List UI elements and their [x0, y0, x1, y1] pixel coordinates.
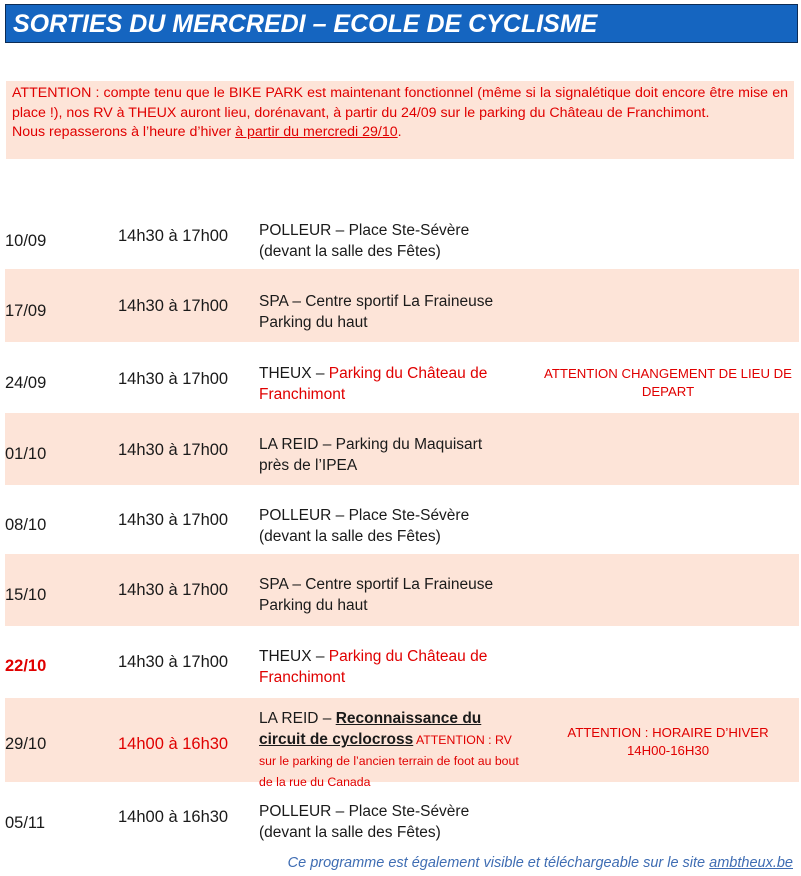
- schedule-row: [5, 413, 799, 485]
- place-prefix: THEUX –: [259, 365, 329, 382]
- row-time: 14h30 à 17h00: [118, 511, 229, 529]
- place-rv-note: ATTENTION : RV sur le parking de l’ancien terrain de foot au bout de la rue du Canada: [259, 733, 519, 789]
- place-line-2: Parking du haut: [259, 314, 368, 331]
- row-place: [259, 291, 539, 333]
- place-line-1: POLLEUR – Place Ste-Sévère: [259, 222, 470, 239]
- schedule-row: [5, 342, 799, 413]
- row-date: 05/11: [5, 814, 46, 832]
- place-highlight: Parking du Château de Franchimont: [259, 365, 488, 403]
- row-time: 14h00 à 16h30: [118, 808, 229, 826]
- attention-notice: [6, 81, 794, 159]
- row-place: [259, 801, 539, 843]
- row-note: [537, 724, 799, 760]
- place-line-2: (devant la salle des Fêtes): [259, 243, 441, 260]
- place-line-2: (devant la salle des Fêtes): [259, 528, 441, 545]
- notice-line-2-prefix: Nous repasserons à l’heure d’hiver: [12, 124, 236, 141]
- row-time: 14h30 à 17h00: [118, 297, 229, 315]
- place-line-1: LA REID – Parking du Maquisart: [259, 436, 483, 453]
- row-note: ATTENTION CHANGEMENT DE LIEU DE DEPART: [544, 366, 792, 399]
- schedule-row: [5, 626, 799, 698]
- place-line-1: POLLEUR – Place Ste-Sévère: [259, 507, 470, 524]
- row-time: 14h30 à 17h00: [118, 581, 229, 599]
- row-place: [259, 708, 527, 792]
- row-date: 17/09: [5, 302, 47, 320]
- row-time: 14h30 à 17h00: [118, 653, 229, 671]
- page-title: SORTIES DU MERCREDI – ECOLE DE CYCLISME: [13, 10, 598, 38]
- schedule-row: [5, 269, 799, 342]
- footer-note: [288, 855, 793, 871]
- row-place: [259, 434, 539, 476]
- place-highlight: Parking du Château de Franchimont: [259, 648, 488, 686]
- place-line-1: POLLEUR – Place Ste-Sévère: [259, 803, 470, 820]
- schedule-row: [5, 554, 799, 626]
- notice-line-2: [12, 123, 788, 143]
- place-underlined: Reconnaissance du circuit de cyclocross: [259, 710, 482, 748]
- place-prefix: LA REID –: [259, 710, 336, 727]
- row-time: 14h30 à 17h00: [118, 370, 229, 388]
- place-line-2: près de l’IPEA: [259, 457, 358, 474]
- row-date: 08/10: [5, 516, 47, 534]
- place-prefix: THEUX –: [259, 648, 329, 665]
- footer-text: Ce programme est également visible et téléchargeable sur le site: [287, 855, 710, 871]
- row-date: 29/10: [5, 735, 47, 753]
- notice-winter-date: à partir du mercredi 29/10: [235, 124, 398, 141]
- row-place: [259, 505, 539, 547]
- place-line-1: SPA – Centre sportif La Fraineuse: [259, 293, 494, 310]
- place-line-2: Parking du haut: [259, 597, 368, 614]
- row-place: [259, 220, 539, 262]
- notice-line-2-suffix: .: [397, 124, 402, 141]
- row-date: 01/10: [5, 445, 47, 463]
- row-place: [259, 574, 539, 616]
- row-note-line-2: 14H00-16H30: [626, 743, 710, 758]
- schedule-row: [5, 698, 799, 789]
- notice-line-1: ATTENTION : compte tenu que le BIKE PARK est maintenant fonctionnel (même si la signalétique doit encore être mise en place !), nos RV à THEUX auront lieu, dorénavant, à partir du 24/09 sur le parking du Château de Franchimont.: [12, 85, 788, 121]
- schedule-row: [5, 203, 799, 269]
- schedule-row: [5, 485, 799, 554]
- place-line-2: (devant la salle des Fêtes): [259, 824, 441, 841]
- schedule-row: [5, 782, 799, 850]
- row-place: [259, 363, 529, 405]
- row-date: 24/09: [5, 374, 47, 392]
- row-time: 14h30 à 17h00: [118, 441, 229, 459]
- place-line-1: SPA – Centre sportif La Fraineuse: [259, 576, 494, 593]
- website-link[interactable]: ambtheux.be: [709, 855, 793, 871]
- title-bar: [5, 4, 798, 43]
- row-time: 14h00 à 16h30: [118, 735, 229, 753]
- row-note-line-1: ATTENTION : HORAIRE D’HIVER: [567, 725, 769, 740]
- row-time: 14h30 à 17h00: [118, 227, 229, 245]
- row-date: 15/10: [5, 586, 47, 604]
- row-date: 22/10: [5, 657, 47, 675]
- row-date: 10/09: [5, 232, 47, 250]
- row-place: [259, 646, 529, 688]
